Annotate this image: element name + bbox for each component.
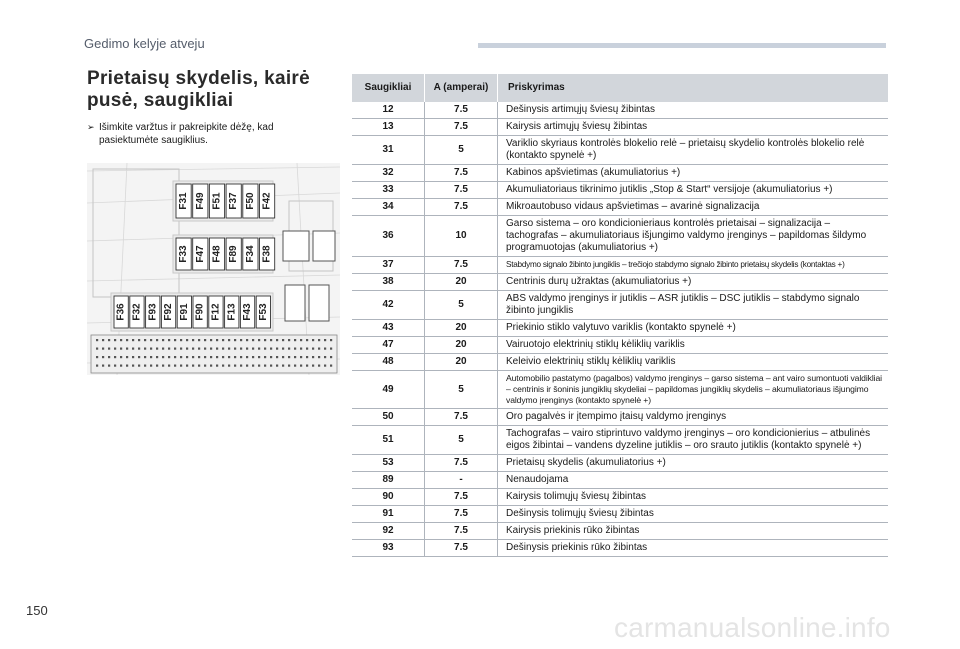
fuse-number-cell: 50	[352, 409, 425, 426]
table-row	[352, 102, 888, 119]
fuse-label: F37	[228, 192, 240, 210]
assignment-cell: Dešinysis priekinis rūko žibintas	[498, 540, 889, 557]
fuse-table	[352, 74, 888, 557]
fuse-label: F51	[211, 192, 223, 210]
assignment-cell: Centrinis durų užraktas (akumuliatorius +)	[498, 274, 889, 291]
table-row	[352, 136, 888, 165]
fuse-number-cell: 51	[352, 426, 425, 455]
fuse-number-cell: 93	[352, 540, 425, 557]
assignment-cell: Akumuliatoriaus tikrinimo jutiklis „Stop & Start“ versijoje (akumuliatorius +)	[498, 182, 889, 199]
instruction-bullet	[87, 121, 332, 147]
fuse-number-cell: 48	[352, 354, 425, 371]
fuse-number-cell: 13	[352, 119, 425, 136]
fuse-label: F47	[194, 245, 206, 263]
fuse-label: F33	[178, 245, 190, 263]
fuse-number-cell: 49	[352, 371, 425, 409]
amperage-cell: 7.5	[425, 119, 498, 136]
table-row	[352, 540, 888, 557]
fuse-number-cell: 34	[352, 199, 425, 216]
fuse-number-cell: 12	[352, 102, 425, 119]
table-row	[352, 320, 888, 337]
fuse-label: F36	[115, 303, 127, 321]
table-row	[352, 409, 888, 426]
fuse-number-cell: 90	[352, 489, 425, 506]
fuse-number-cell: 47	[352, 337, 425, 354]
table-row	[352, 291, 888, 320]
assignment-cell: Kairysis priekinis rūko žibintas	[498, 523, 889, 540]
assignment-cell: Kairysis tolimųjų šviesų žibintas	[498, 489, 889, 506]
fuse-label: F38	[261, 245, 273, 263]
table-row	[352, 472, 888, 489]
fuse-label: F93	[147, 303, 159, 321]
col-header-assignment: Priskyrimas	[498, 74, 889, 102]
table-row	[352, 257, 888, 274]
section-header: Gedimo kelyje atveju	[84, 36, 205, 51]
table-row	[352, 455, 888, 472]
amperage-cell: 20	[425, 274, 498, 291]
table-row	[352, 274, 888, 291]
fuse-number-cell: 36	[352, 216, 425, 257]
amperage-cell: 7.5	[425, 540, 498, 557]
amperage-cell: 7.5	[425, 182, 498, 199]
assignment-cell: Garso sistema – oro kondicionieriaus kontrolės prietaisai – signalizacija – tachografas – akumuliatoriaus išjungimo valdymo įrenginys – papildomas šildymo programuotojas (akumuliatorius +)	[498, 216, 889, 257]
fuse-box-diagram	[87, 163, 340, 375]
amperage-cell: 7.5	[425, 506, 498, 523]
fuse-number-cell: 92	[352, 523, 425, 540]
fuse-label: F49	[194, 192, 206, 210]
assignment-cell: Automobilio pastatymo (pagalbos) valdymo įrenginys – garso sistema – ant vairo sumontuoti valdikliai – centrinis ir šoninis jungiklių skydeliai – papildomas jungiklių skydelis – akumuliatoriaus išjungimo valdymo įrenginys (kontakto spynelė +)	[498, 371, 889, 409]
amperage-cell: 20	[425, 337, 498, 354]
assignment-cell: Stabdymo signalo žibinto jungiklis – trečiojo stabdymo signalo žibinto prietaisų skydelis (kontaktas +)	[498, 257, 889, 274]
page-number: 150	[26, 603, 48, 618]
fuse-number-cell: 89	[352, 472, 425, 489]
page-title: Prietaisų skydelis, kairė pusė, saugikliai	[87, 68, 310, 111]
table-row	[352, 426, 888, 455]
col-header-amperage: A (amperai)	[425, 74, 498, 102]
fuse-number-cell: 31	[352, 136, 425, 165]
assignment-cell: Kabinos apšvietimas (akumuliatorius +)	[498, 165, 889, 182]
table-row	[352, 523, 888, 540]
fuse-number-cell: 32	[352, 165, 425, 182]
fuse-label: F91	[178, 303, 190, 321]
amperage-cell: 7.5	[425, 257, 498, 274]
watermark: carmanualsonline.info	[614, 612, 891, 643]
amperage-cell: 7.5	[425, 523, 498, 540]
fuse-label: F50	[244, 192, 256, 210]
amperage-cell: 7.5	[425, 165, 498, 182]
fuse-number-cell: 38	[352, 274, 425, 291]
arrow-right-icon: ➢	[87, 122, 95, 132]
amperage-cell: 10	[425, 216, 498, 257]
fuse-label: F31	[178, 192, 190, 210]
table-header-row	[352, 74, 888, 102]
fuse-label: F53	[257, 303, 269, 321]
fuse-number-cell: 33	[352, 182, 425, 199]
table-row	[352, 354, 888, 371]
table-row	[352, 489, 888, 506]
assignment-cell: Kairysis artimųjų šviesų žibintas	[498, 119, 889, 136]
fuse-number-cell: 53	[352, 455, 425, 472]
fuse-label: F13	[226, 303, 238, 321]
table-row	[352, 199, 888, 216]
assignment-cell: ABS valdymo įrenginys ir jutiklis – ASR jutiklis – DSC jutiklis – stabdymo signalo žibinto jungiklis	[498, 291, 889, 320]
amperage-cell: 7.5	[425, 409, 498, 426]
fuse-label: F42	[261, 192, 273, 210]
amperage-cell: 5	[425, 371, 498, 409]
assignment-cell: Oro pagalvės ir įtempimo įtaisų valdymo įrenginys	[498, 409, 889, 426]
table-row	[352, 506, 888, 523]
fuse-label: F43	[242, 303, 254, 321]
assignment-cell: Priekinio stiklo valytuvo variklis (kontakto spynelė +)	[498, 320, 889, 337]
amperage-cell: -	[425, 472, 498, 489]
fuse-number-cell: 42	[352, 291, 425, 320]
fuse-label: F34	[244, 245, 256, 263]
amperage-cell: 20	[425, 354, 498, 371]
table-row	[352, 337, 888, 354]
table-row	[352, 182, 888, 199]
amperage-cell: 7.5	[425, 489, 498, 506]
assignment-cell: Keleivio elektrinių stiklų kėliklių variklis	[498, 354, 889, 371]
amperage-cell: 7.5	[425, 455, 498, 472]
instruction-text: Išimkite varžtus ir pakreipkite dėžę, kad pasiektumėte saugiklius.	[99, 122, 274, 146]
fuse-label: F12	[210, 303, 222, 321]
assignment-cell: Vairuotojo elektrinių stiklų kėliklių variklis	[498, 337, 889, 354]
amperage-cell: 20	[425, 320, 498, 337]
amperage-cell: 7.5	[425, 102, 498, 119]
header-divider-bar	[478, 43, 886, 48]
assignment-cell: Dešinysis artimųjų šviesų žibintas	[498, 102, 889, 119]
amperage-cell: 7.5	[425, 199, 498, 216]
amperage-cell: 5	[425, 291, 498, 320]
table-row	[352, 216, 888, 257]
amperage-cell: 5	[425, 426, 498, 455]
assignment-cell: Mikroautobuso vidaus apšvietimas – avarinė signalizacija	[498, 199, 889, 216]
fuse-label: F48	[211, 245, 223, 263]
amperage-cell: 5	[425, 136, 498, 165]
fuse-label: F90	[194, 303, 206, 321]
assignment-cell: Nenaudojama	[498, 472, 889, 489]
table-row	[352, 165, 888, 182]
fuse-number-cell: 91	[352, 506, 425, 523]
assignment-cell: Dešinysis tolimųjų šviesų žibintas	[498, 506, 889, 523]
assignment-cell: Prietaisų skydelis (akumuliatorius +)	[498, 455, 889, 472]
table-row	[352, 119, 888, 136]
assignment-cell: Tachografas – vairo stiprintuvo valdymo įrenginys – oro kondicionierius – atbulinės eigos žibintai – vandens dyzeline jutiklis – oro srauto jutiklis (kontakto spynelė +)	[498, 426, 889, 455]
table-row	[352, 371, 888, 409]
col-header-fuse: Saugikliai	[352, 74, 425, 102]
fuse-number-cell: 37	[352, 257, 425, 274]
fuse-label: F92	[163, 303, 175, 321]
fuse-number-cell: 43	[352, 320, 425, 337]
fuse-label: F89	[228, 245, 240, 263]
fuse-label: F32	[131, 303, 143, 321]
assignment-cell: Variklio skyriaus kontrolės blokelio relė – prietaisų skydelio kontrolės blokelio relė (kontakto spynelė +)	[498, 136, 889, 165]
